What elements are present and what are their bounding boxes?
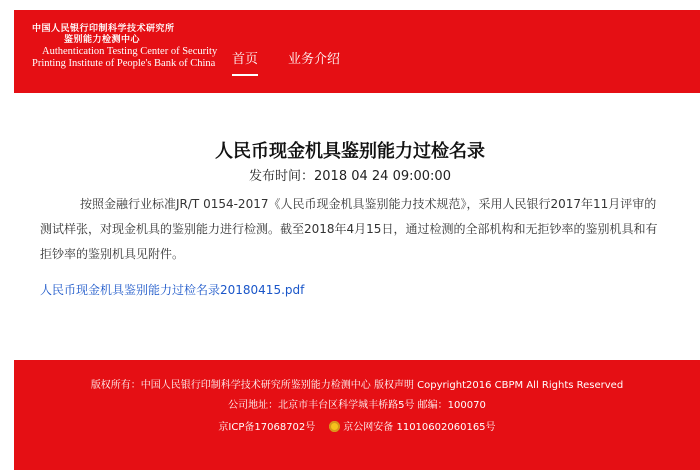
site-footer (14, 360, 700, 470)
logo-cn-line2: 鉴别能力检测中心 (64, 35, 141, 45)
institute-logo[interactable] (32, 24, 222, 84)
logo-cn-line1: 中国人民银行印制科学技术研究所 (32, 24, 175, 34)
nav-item-business-label: 业务介绍 (288, 52, 341, 67)
logo-en-line1: Authentication Testing Center of Security (42, 46, 218, 57)
article-body: 按照金融行业标准JR/T 0154-2017《人民币现金机具鉴别能力技术规范》，采用人民银行2017年11月评审的测试样张，对现金机具的鉴别能力进行检测。截至2018年4月15日，通过检测的全部机构和无拒钞率的鉴别机具和有拒钞率的鉴别机具见附件。 (40, 197, 658, 261)
police-record-link[interactable]: 京公网安备 11010602060165号 (343, 422, 496, 433)
nav-active-indicator (232, 74, 258, 76)
footer-address: 公司地址：北京市丰台区科学城丰桥路5号 邮编：100070 (228, 400, 486, 411)
page-margin (0, 0, 14, 470)
nav-item-home-label: 首页 (232, 52, 259, 67)
attachment-pdf-link[interactable]: 人民币现金机具鉴别能力过检名录20180415.pdf (40, 283, 305, 297)
police-emblem-icon (329, 421, 340, 432)
nav-item-business[interactable] (288, 48, 340, 67)
icp-link[interactable]: 京ICP备17068702号 (218, 422, 316, 433)
nav-item-home[interactable] (232, 48, 258, 67)
publish-date: 发布时间：2018 04 24 09:00:00 (249, 169, 451, 184)
article-title: 人民币现金机具鉴别能力过检名录 (215, 141, 485, 162)
logo-en-line2: Printing Institute of People's Bank of China (32, 58, 216, 69)
footer-copyright: 版权所有：中国人民银行印制科学技术研究所鉴别能力检测中心 版权声明 Copyright2016 CBPM All Rights Reserved (90, 380, 624, 391)
site-header (14, 10, 700, 93)
footer-registration (14, 418, 700, 433)
